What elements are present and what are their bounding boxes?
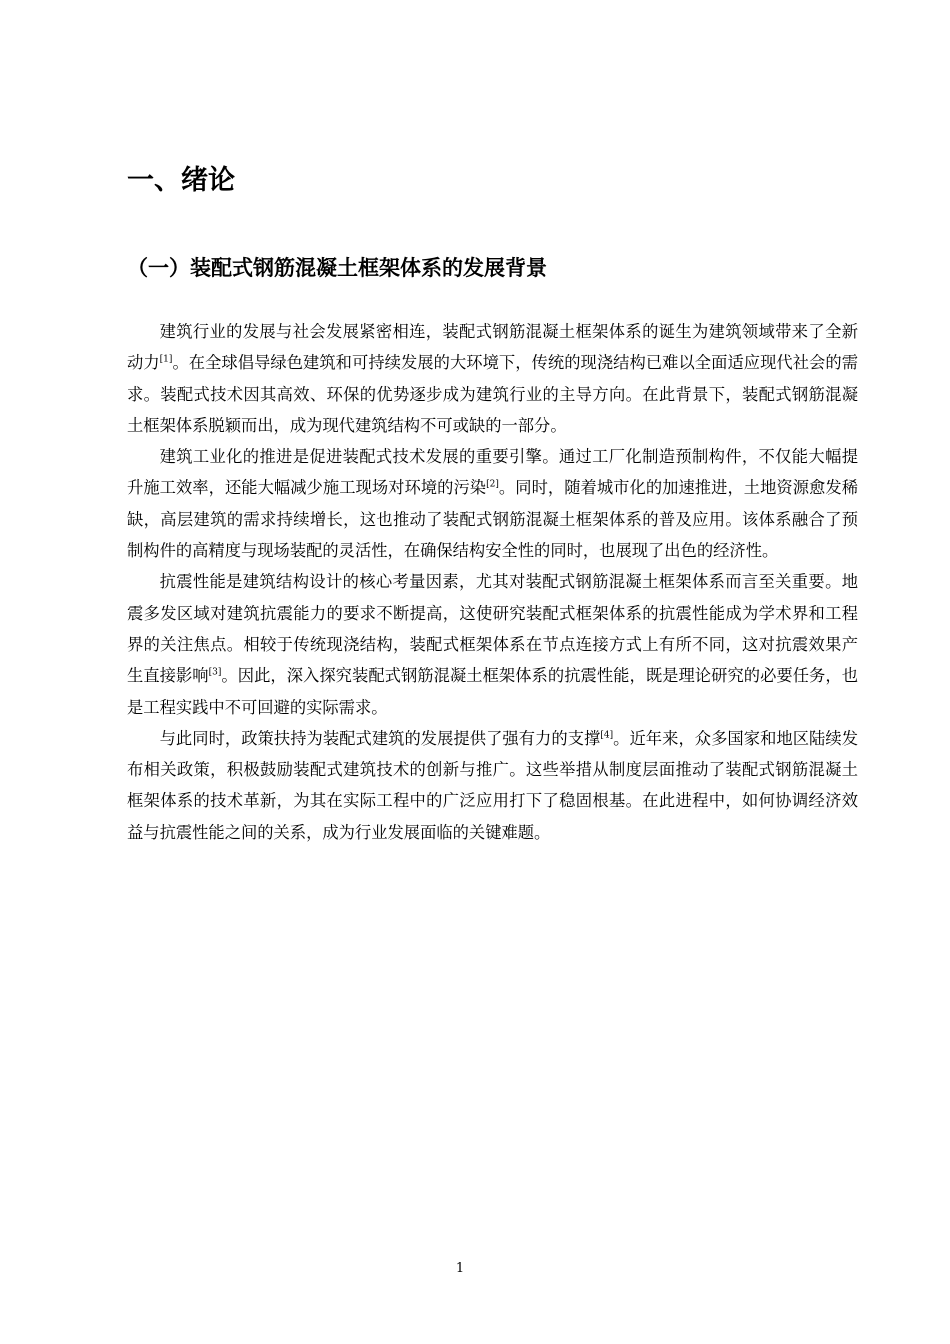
paragraph-text: 。因此，深入探究装配式钢筋混凝土框架体系的抗震性能，既是理论研究的必要任务，也是工程实践中不可回避的实际需求。 bbox=[127, 666, 858, 717]
citation-ref: [2] bbox=[486, 480, 499, 491]
paragraph-text: 建筑行业的发展与社会发展紧密相连，装配式钢筋混凝土框架体系的诞生为建筑领域带来了全新动力 bbox=[127, 322, 858, 373]
paragraph-text: 与此同时，政策扶持为装配式建筑的发展提供了强有力的支撑 bbox=[159, 728, 601, 748]
citation-ref: [4] bbox=[600, 730, 614, 741]
paragraph-4 bbox=[127, 723, 858, 848]
paragraph-text: 建筑工业化的推进是促进装配式技术发展的重要引擎。通过工厂化制造预制构件，不仅能大幅提升施工效率，还能大幅减少施工现场对环境的污染 bbox=[127, 447, 858, 498]
page-number: 1 bbox=[455, 1261, 465, 1276]
paragraph-1 bbox=[127, 316, 858, 441]
citation-ref: [3] bbox=[208, 667, 222, 678]
citation-ref: [1] bbox=[159, 355, 173, 365]
paragraph-text: 抗震性能是建筑结构设计的核心考量因素，尤其对装配式钢筋混凝土框架体系而言至关重要。地震多发区域对建筑抗震能力的要求不断提高，这使研究装配式框架体系的抗震性能成为学术界和工程界的关注焦点。相较于传统现浇结构，装配式框架体系在节点连接方式上有所不同，这对抗震效果产生直接影响 bbox=[127, 572, 858, 686]
section-title: （一）装配式钢筋混凝土框架体系的发展背景 bbox=[127, 256, 547, 280]
paragraph-text: 。同时，随着城市化的加速推进，土地资源愈发稀缺，高层建筑的需求持续增长，这也推动了装配式钢筋混凝土框架体系的普及应用。该体系融合了预制构件的高精度与现场装配的灵活性，在确保结构安全性的同时，也展现了出色的经济性。 bbox=[127, 478, 858, 561]
paragraph-text: 。在全球倡导绿色建筑和可持续发展的大环境下，传统的现浇结构已难以全面适应现代社会的需求。装配式技术因其高效、环保的优势逐步成为建筑行业的主导方向。在此背景下，装配式钢筋混凝土框架体系脱颖而出，成为现代建筑结构不可或缺的一部分。 bbox=[127, 353, 858, 435]
paragraph-2 bbox=[127, 441, 858, 566]
body-text bbox=[127, 316, 858, 848]
paragraph-3 bbox=[127, 566, 858, 722]
chapter-title: 一、绪论 bbox=[127, 165, 235, 196]
paragraph-text: 。近年来，众多国家和地区陆续发布相关政策，积极鼓励装配式建筑技术的创新与推广。这些举措从制度层面推动了装配式钢筋混凝土框架体系的技术革新，为其在实际工程中的广泛应用打下了稳固根基。在此进程中，如何协调经济效益与抗震性能之间的关系，成为行业发展面临的关键难题。 bbox=[127, 728, 858, 842]
